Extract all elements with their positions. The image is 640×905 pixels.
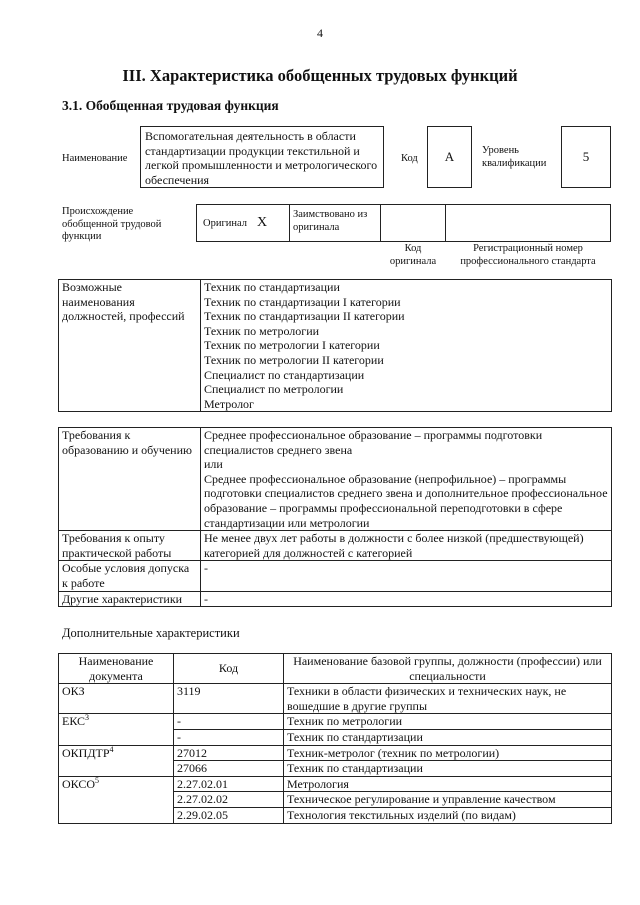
education-row — [59, 428, 612, 531]
doc-label: ОКЗ — [62, 684, 85, 699]
additional-table — [58, 653, 612, 824]
name-label: Наименование — [62, 153, 128, 164]
doc-label: ОКПДТР — [62, 745, 110, 760]
section-title: III. Характеристика обобщенных трудовых функций — [122, 66, 518, 85]
code-cell: 3119 — [174, 684, 284, 714]
admission-value: - — [201, 561, 612, 591]
name-cell: Метрология — [284, 776, 612, 792]
page-number: 4 — [317, 26, 323, 40]
admission-row — [59, 561, 612, 591]
positions-list — [201, 280, 612, 412]
requirements-table — [58, 427, 612, 607]
position-item: Техник по метрологии — [204, 323, 320, 338]
additional-header-row — [59, 654, 612, 684]
code-label: Код — [401, 153, 418, 164]
experience-value: Не менее двух лет работы в должности с более низкой (предшествующей) категорией для должностей с категорией — [201, 531, 612, 561]
header-doc: Наименование документа — [59, 654, 174, 684]
position-item: Техник по стандартизации I категории — [204, 294, 401, 309]
position-item: Техник по метрологии II категории — [204, 352, 384, 367]
positions-label: Возможные наименования должностей, профессий — [59, 280, 201, 412]
code-cell: - — [174, 714, 284, 730]
name-value-box — [140, 126, 384, 188]
doc-label: ЕКС — [62, 714, 86, 729]
original-mark: X — [257, 215, 268, 230]
doc-label: ОКСО — [62, 776, 96, 791]
experience-row — [59, 531, 612, 561]
footnote-mark: 3 — [85, 713, 90, 723]
additional-title: Дополнительные характеристики — [62, 626, 240, 640]
doc-eks — [59, 714, 174, 745]
table-row — [59, 684, 612, 714]
code-cell: 2.29.02.05 — [174, 807, 284, 823]
original-code-cell — [380, 204, 446, 242]
name-cell: Технология текстильных изделий (по видам) — [284, 807, 612, 823]
doc-okz — [59, 684, 174, 714]
doc-okpdtr — [59, 745, 174, 776]
name-cell: Техник-метролог (техник по метрологии) — [284, 745, 612, 761]
table-row — [59, 745, 612, 761]
name-cell: Техник по стандартизации — [284, 729, 612, 745]
level-value: 5 — [582, 148, 590, 164]
code-cell: 27012 — [174, 745, 284, 761]
level-value-box — [561, 126, 611, 188]
level-label: Уровень квалификации — [482, 145, 547, 169]
position-item: Техник по стандартизации — [204, 280, 340, 294]
reg-number-cell — [445, 204, 611, 242]
other-label: Другие характеристики — [59, 591, 201, 607]
education-line: Среднее профессиональное образование – программы подготовки специалистов среднего звена — [204, 428, 543, 457]
other-value: - — [201, 591, 612, 607]
header-code: Код — [174, 654, 284, 684]
name-cell: Техническое регулирование и управление качеством — [284, 792, 612, 808]
position-item: Техник по метрологии I категории — [204, 338, 380, 353]
header-name: Наименование базовой группы, должности (профессии) или специальности — [284, 654, 612, 684]
code-cell: 27066 — [174, 761, 284, 777]
education-label: Требования к образованию и обучению — [59, 428, 201, 531]
name-cell: Техник по стандартизации — [284, 761, 612, 777]
code-cell: - — [174, 729, 284, 745]
original-cell — [196, 204, 290, 242]
footnote-mark: 5 — [95, 775, 100, 785]
position-item: Техник по стандартизации II категории — [204, 309, 405, 324]
code-cell: 2.27.02.01 — [174, 776, 284, 792]
doc-okso — [59, 776, 174, 823]
code-value-box — [427, 126, 472, 188]
positions-table — [58, 279, 612, 412]
original-label: Оригинал — [203, 218, 247, 229]
position-item: Метролог — [204, 396, 254, 411]
reg-caption: Регистрационный номер профессионального стандарта — [460, 243, 596, 267]
origin-label: Происхождение обобщенной трудовой функции — [62, 206, 162, 242]
admission-label: Особые условия допуска к работе — [59, 561, 201, 591]
position-item: Специалист по метрологии — [204, 382, 344, 397]
education-line: или — [204, 457, 223, 472]
position-item: Специалист по стандартизации — [204, 367, 365, 382]
education-line: Среднее профессиональное образование (непрофильное) – программы подготовки специалистов среднего звена и дополнительное профессиональное образование – программы профессиональной переподготовки в сфере стандартизации или метрологии — [204, 471, 608, 530]
table-row — [59, 776, 612, 792]
education-value — [201, 428, 612, 531]
experience-label: Требования к опыту практической работы — [59, 531, 201, 561]
other-row — [59, 591, 612, 607]
borrowed-cell — [289, 204, 381, 242]
table-row — [59, 714, 612, 730]
code-value: A — [444, 148, 455, 164]
name-cell: Техники в области физических и технических наук, не вошедшие в другие группы — [284, 684, 612, 714]
subsection-title: 3.1. Обобщенная трудовая функция — [62, 98, 279, 113]
code-cell: 2.27.02.02 — [174, 792, 284, 808]
footnote-mark: 4 — [109, 744, 114, 754]
name-cell: Техник по метрологии — [284, 714, 612, 730]
borrowed-label: Заимствовано из оригинала — [293, 209, 368, 233]
name-value: Вспомогательная деятельность в области стандартизации продукции текстильной и легкой промышленности и метрологического обеспечения — [145, 129, 378, 187]
code-caption: Код оригинала — [389, 243, 437, 267]
